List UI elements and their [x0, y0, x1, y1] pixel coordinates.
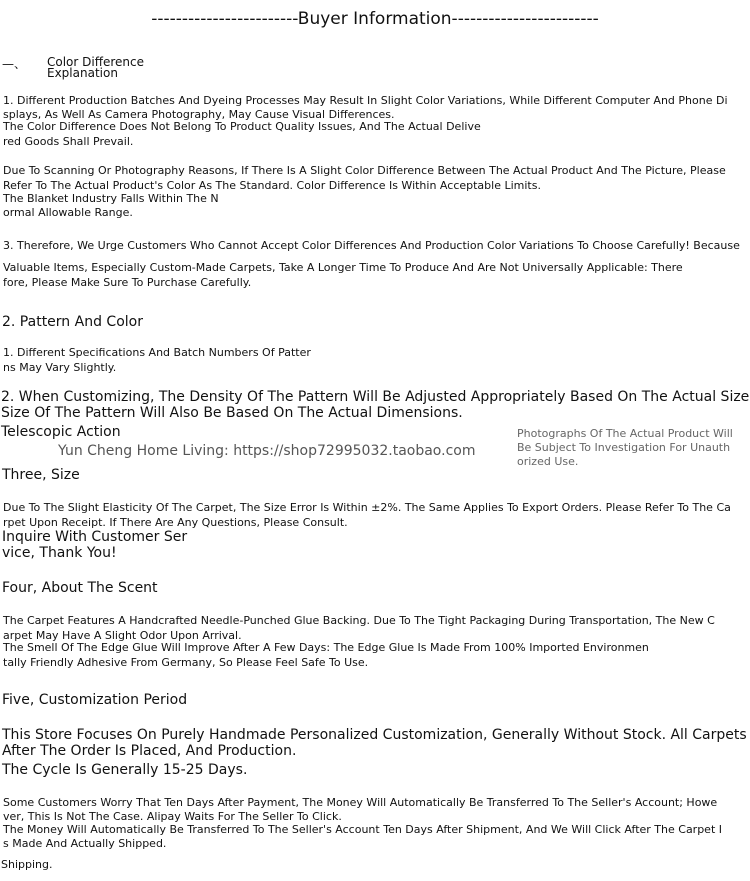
section2-p1-line1: 1. Different Specifications And Batch Numbers Of Patter	[3, 346, 311, 359]
section1-heading-line1: Color Difference	[47, 55, 145, 69]
section1-p1-line2: splays, As Well As Camera Photography, May Cause Visual Differences.	[3, 108, 395, 121]
telescopic-action: Telescopic Action	[1, 424, 121, 440]
section1-p2-line1: Due To Scanning Or Photography Reasons, If There Is A Slight Color Difference Between The Actual Product And The Picture, Please	[3, 164, 726, 177]
section1-p1-line1: 1. Different Production Batches And Dyeing Processes May Result In Slight Color Variations, While Different Computer And Phone Di	[3, 94, 728, 107]
copyright-notice-line1: Photographs Of The Actual Product Will	[517, 427, 733, 440]
section3-heading: Three, Size	[2, 467, 80, 483]
page-title: ------------------------Buyer Information------------------------	[151, 9, 599, 29]
copyright-notice-line2: Be Subject To Investigation For Unauth	[517, 441, 731, 454]
section4-p1-line4: tally Friendly Adhesive From Germany, So Please Feel Safe To Use.	[3, 656, 369, 669]
section5-p2-line5: Shipping.	[1, 858, 53, 871]
section4-p1-line1: The Carpet Features A Handcrafted Needle-Punched Glue Backing. Due To The Tight Packaging During Transportation, The New C	[3, 614, 715, 627]
copyright-notice-line3: orized Use.	[517, 455, 579, 468]
section3-p1-line1: Due To The Slight Elasticity Of The Carpet, The Size Error Is Within ±2%. The Same Applies To Export Orders. Please Refer To The Ca	[3, 501, 731, 514]
shop-watermark: Yun Cheng Home Living: https://shop72995032.taobao.com	[58, 443, 476, 459]
section3-p1-line2: rpet Upon Receipt. If There Are Any Questions, Please Consult.	[3, 516, 348, 529]
section5-p2-line3: The Money Will Automatically Be Transferred To The Seller's Account Ten Days After Shipment, And We Will Click After The Carpet I	[3, 823, 723, 836]
section5-p1-line1: This Store Focuses On Purely Handmade Personalized Customization, Generally Without Stock. All Carpets	[2, 727, 747, 743]
section1-p1-line4: red Goods Shall Prevail.	[3, 135, 134, 148]
section3-p2-line2: vice, Thank You!	[2, 545, 117, 561]
section4-heading: Four, About The Scent	[2, 580, 158, 596]
section1-marker: —、	[2, 57, 27, 71]
section5-p2-line4: s Made And Actually Shipped.	[3, 837, 167, 850]
section4-p1-line2: arpet May Have A Slight Odor Upon Arrival.	[3, 629, 242, 642]
section4-p1-line3: The Smell Of The Edge Glue Will Improve After A Few Days: The Edge Glue Is Made From 100% Imported Environmen	[3, 641, 649, 654]
section1-p2-line3: The Blanket Industry Falls Within The N	[3, 192, 219, 205]
section2-p2-line2: Size Of The Pattern Will Also Be Based On The Actual Dimensions.	[1, 405, 463, 421]
section1-p1-line3: The Color Difference Does Not Belong To Product Quality Issues, And The Actual Delive	[3, 120, 481, 133]
section2-p2-line1: 2. When Customizing, The Density Of The Pattern Will Be Adjusted Appropriately Based On The Actual Size	[1, 389, 750, 405]
section1-p3-line2: Valuable Items, Especially Custom-Made Carpets, Take A Longer Time To Produce And Are Not Universally Applicable: There	[3, 261, 683, 274]
section1-p2-line2: Refer To The Actual Product's Color As The Standard. Color Difference Is Within Acceptable Limits.	[3, 179, 541, 192]
section2-p1-line2: ns May Vary Slightly.	[3, 361, 117, 374]
section1-p3-line1: 3. Therefore, We Urge Customers Who Cannot Accept Color Differences And Production Color Variations To Choose Carefully! Because	[3, 239, 740, 252]
section1-heading-line2: Explanation	[47, 66, 118, 80]
section1-p2-line4: ormal Allowable Range.	[3, 206, 133, 219]
section5-p2-line1: Some Customers Worry That Ten Days After Payment, The Money Will Automatically Be Transferred To The Seller's Account; Howe	[3, 796, 718, 809]
section3-p2-line1: Inquire With Customer Ser	[2, 529, 188, 545]
section5-heading: Five, Customization Period	[2, 692, 188, 708]
section5-p1-line3: The Cycle Is Generally 15-25 Days.	[2, 762, 248, 778]
section5-p1-line2: After The Order Is Placed, And Production.	[2, 743, 297, 759]
section1-p3-line3: fore, Please Make Sure To Purchase Carefully.	[3, 276, 252, 289]
section2-heading: 2. Pattern And Color	[2, 314, 143, 330]
section5-p2-line2: ver, This Is Not The Case. Alipay Waits For The Seller To Click.	[3, 810, 342, 823]
